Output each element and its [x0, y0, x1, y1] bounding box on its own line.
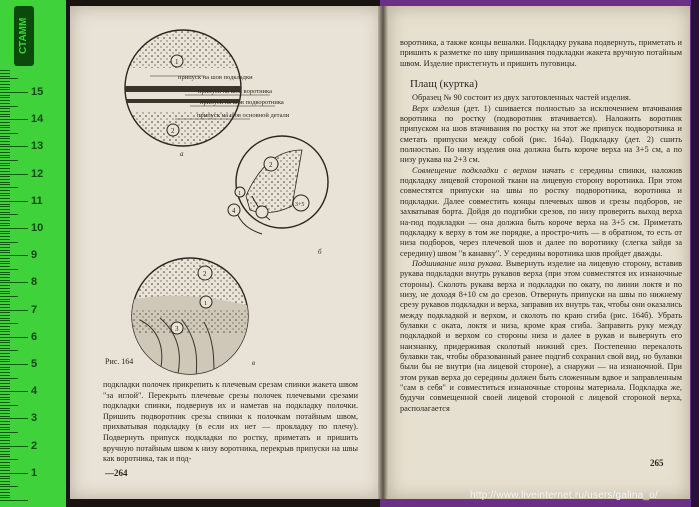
ruler-number: 6 [31, 330, 38, 343]
fig-label-a: а [180, 150, 184, 158]
ruler-number: 9 [31, 249, 38, 262]
right-paragraph-4 [400, 259, 682, 414]
ruler-number: 4 [31, 385, 38, 398]
page-number-left: —264 [105, 468, 128, 478]
right-paragraph-4-text: Вывернуть изделие на лицевую сторону, вставив рукава подкладки внутрь рукавов верха (при этом совместятся их изнаночные стороны). Сколоть рукава верха и подкладки по окату, по линии локтя и по низу, не доходя 8+10 см до срезов. Отвернуть припуски на швы по нижнему срезу рукавов подкладки и верха, заправив их внутрь так, чтобы они оказались между подкладкой и верхом, и сколоть по краю сгиба (рис. 164б). Убрать булавки с оката, локтя и низа, кроме края сгиба. Заправить руку между подкладкой и верхом со стороны низа и далее в рукав и вывернуть его наизнанку, придерживая сколотый нижний срез. Постепенно перекалоть булавки так, чтобы образованный ранее подгиб сохранил свой вид, но булавки были бы не внутри (на лицевой стороне), а снаружи — на изнаночной. При этом рукав верха до середины должен быть сложенным вдвое и заправленным "сам в себя" и совместиться изнаночные стороны материала. Подкладка же, будучи совмещенной своей лицевой стороной с лицевой стороной верха, располагается [400, 258, 682, 413]
ruler-brand: СТАММ [14, 6, 34, 66]
term-sleeve-hem: Подшивание низа рукава. [412, 258, 503, 268]
fig-v-label-2: 2 [203, 270, 207, 278]
ruler-number: 11 [31, 194, 43, 207]
right-body-text [400, 38, 682, 414]
right-intro: воротника, а также концы вешалки. Подкладку рукава подвернуть, приметать и пришить к разметке по шву пришивания подкладки жакета вручную потайным швом. Изделие пристегнуть и пришить пуговицы. [400, 38, 682, 68]
right-paragraph-3-text: начать с середины спинки, наложив подкладку лицевой стороной ткани на лицевую сторону воротника. При этом совместятся припуски на швы по ростку подворотника, воротника и подкладки. Далее совместить концы плечевых швов и срезы подборов, не захватывая борта. Дойдя до подгибки срезов, по низу проверить выход верха на-под подкладки — она должна быть короче верха на 3+5 см. Приметать подкладку к верху в том же порядке, а простро‑чить — в обратном, то есть от низа подборов, через плечевой шов и далее по воротнику (слегка зайдя за середину) швом "в канавку". У середины воротника шов пройдет дважды. [400, 165, 682, 258]
ruler-number: 7 [31, 303, 38, 316]
figure-caption: Рис. 164 [105, 357, 134, 366]
fig-label-v: в [252, 359, 256, 367]
fig-a-label-1: 1 [175, 58, 179, 66]
fig-b-label-1: 1 [238, 191, 241, 197]
fig-b-label-4: 4 [232, 207, 236, 215]
right-paragraph-2 [400, 104, 682, 166]
fig-label-b: б [318, 248, 322, 256]
ruler-number: 15 [31, 86, 44, 98]
callout-collar: припуск на шов воротника [198, 88, 272, 95]
ruler-number: 14 [31, 113, 44, 126]
term-top: Верх изделия [412, 103, 460, 113]
right-paragraph-1: Образец № 90 состоит из двух заготовленных частей изделия. [412, 93, 631, 103]
right-paragraph-3 [400, 166, 682, 259]
ruler-number: 3 [31, 412, 38, 425]
figure-b [228, 136, 328, 234]
ruler-number: 1 [31, 466, 38, 479]
figure-v [130, 258, 255, 376]
callout-main-part: припуск на шов основной детали [197, 112, 290, 119]
fig-b-label-3: 3+5 [295, 202, 305, 208]
term-combining: Совмещение подкладки с верхом [412, 165, 537, 175]
callout-undercollar: припуск на шов подворотника [200, 99, 284, 106]
callout-lining: припуск на шов подкладки [178, 74, 253, 81]
ruler-number: 10 [31, 222, 44, 234]
fig-v-label-3: 3 [175, 325, 179, 333]
ruler-number: 12 [31, 167, 44, 180]
fig-b-label-2: 2 [269, 161, 273, 169]
section-heading: Плащ (куртка) [410, 78, 478, 91]
fig-v-label-1: 1 [204, 300, 208, 307]
left-body-text [103, 380, 358, 465]
ruler-number: 8 [31, 276, 38, 289]
watermark-url: http://www.liveinternet.ru/users/galina_o/ [470, 490, 658, 501]
page-number-right: 265 [650, 458, 664, 468]
left-paragraph: подкладки полочек прикрепить к плечевым срезам спинки жакета швом "за иглой". Перекрыть плечевые срезы полочек плечевыми срезами подкладки спинки, подвернув их и наметав на подкладку полочки. Пришить подворотник срезы спинки к полочкам потайным швом, прихватывая подкладку (в если их нет — прокладку по плечу). Подвернуть припуск подкладки по ростку, приметать и пришить вручную потайным швом к низу воротника, перекрыв припуски на швы как воротника, так и под- [103, 380, 358, 464]
right-paragraph-2-text: (дет. 1) сшивается полностью за исключением втачивания воротника по ростку (подворотник втачивается). Наложить воротник припуском на шов втачивания по ростку на этот же припуск подворотника и сметать припуски между собой (рис. 164а). Подкладку (дет. 2) сшить полностью. По низу изделия она должна быть короче верха на 3+5 см, а по низу рукава на 2+3 см. [400, 103, 682, 165]
ruler-number: 5 [31, 358, 38, 370]
fig-a-label-2: 2 [171, 127, 175, 135]
ruler-number: 13 [31, 140, 44, 153]
ruler-number: 2 [31, 439, 38, 452]
